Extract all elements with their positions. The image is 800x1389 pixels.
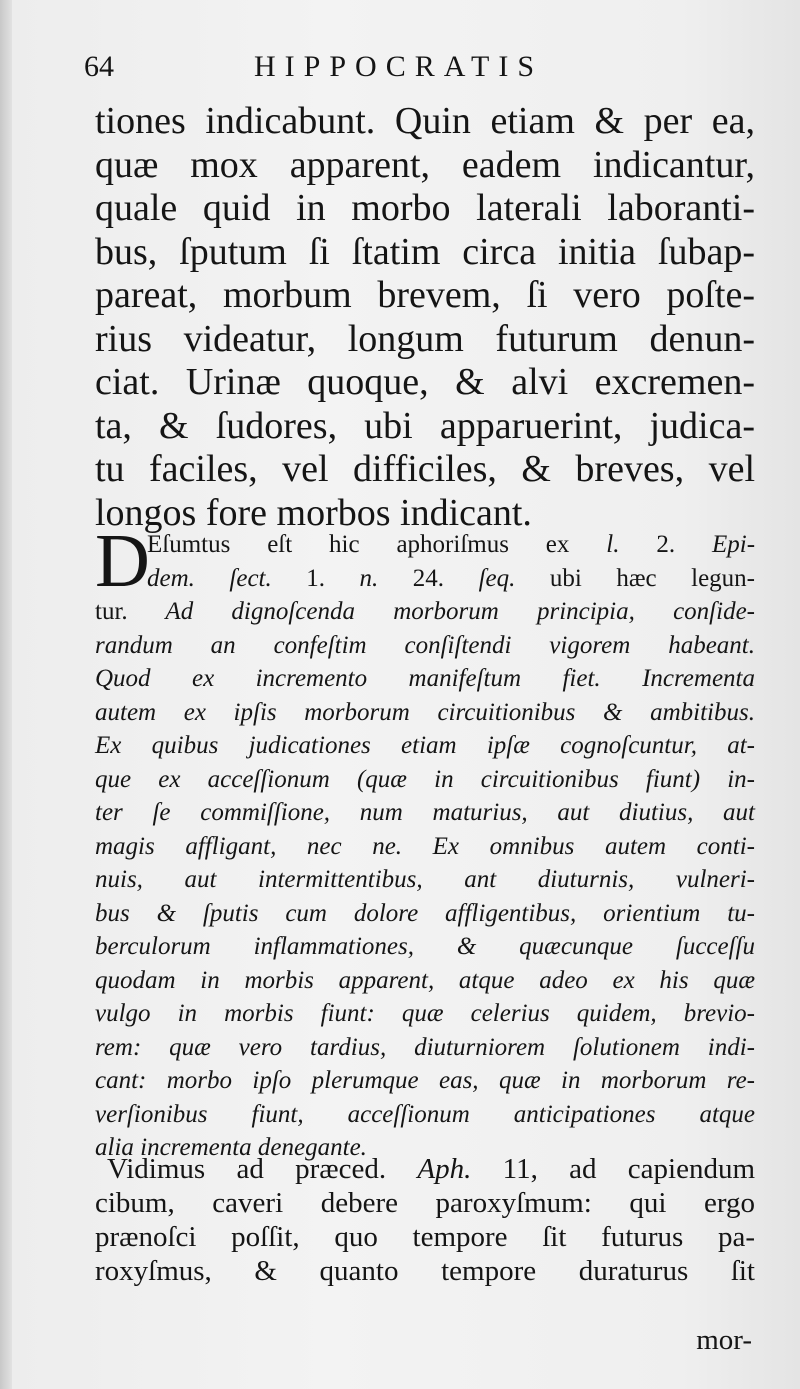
text-line: Eſumtus eſt hic aphoriſmus ex l. 2. Epi- <box>147 531 756 558</box>
text-line: verſionibus fiunt, acceſſionum anticipationes atque <box>95 1100 755 1128</box>
text-line: ter ſe commiſſione, num maturius, aut diutius, aut <box>95 799 755 826</box>
text-line: Quod ex incremento manifeſtum fiet. Incrementa <box>95 665 755 692</box>
text-line: quale quid in morbo laterali laboranti- <box>95 187 755 229</box>
text-line: Vidimus ad præced. Aph. 11, ad capiendum <box>107 1153 756 1185</box>
drop-cap: D <box>95 519 150 603</box>
book-gutter-edge <box>0 0 12 1389</box>
text-line: cant: morbo ipſo plerumque eas, quæ in morborum re- <box>95 1067 755 1094</box>
text-line: tu faciles, vel difficiles, & breves, vel <box>95 448 755 490</box>
text-line: cibum, caveri debere paroxyſmum: qui ergo <box>95 1187 755 1219</box>
text-line: randum an confeſtim conſiſtendi vigorem habeant. <box>95 631 755 659</box>
text-line: ciat. Urinæ quoque, & alvi excremen- <box>95 361 755 403</box>
text-line: alia incrementa denegante. <box>95 1134 367 1161</box>
page-header <box>84 50 754 94</box>
aphorism-text <box>95 100 755 535</box>
text-line: quæ mox apparent, eadem indicantur, <box>95 143 755 186</box>
text-line: roxyſmus, & quanto tempore duraturus ſit <box>95 1255 755 1287</box>
text-line: Ex quibus judicationes etiam ipſæ cognoſcuntur, at- <box>95 732 755 759</box>
text-line: magis affligant, nec ne. Ex omnibus autem conti- <box>95 832 755 860</box>
running-head: HIPPOCRATIS <box>254 50 544 83</box>
closing-text <box>95 1152 755 1288</box>
text-line: tiones indicabunt. Quin etiam & per ea, <box>95 100 755 142</box>
text-line: que ex acceſſionum (quæ in circuitionibus fiunt) in- <box>95 765 755 793</box>
catchword: mor- <box>696 1324 752 1356</box>
commentary-text <box>95 519 756 1165</box>
text-line: vulgo in morbis fiunt: quæ celerius quidem, brevio- <box>95 1000 755 1027</box>
text-line: bus, ſputum ſi ſtatim circa initia ſubap- <box>95 230 755 273</box>
text-line: nuis, aut intermittentibus, ant diuturnis, vulneri- <box>95 866 755 893</box>
text-line: tur. Ad dignoſcenda morborum principia, conſide- <box>95 598 755 625</box>
text-line: bus & ſputis cum dolore affligentibus, orientium tu- <box>95 899 755 927</box>
page-number: 64 <box>84 50 114 83</box>
text-line: berculorum inflammationes, & quæcunque ſucceſſu <box>95 933 755 960</box>
text-line: rius videatur, longum futurum denun- <box>95 317 755 360</box>
text-line: ta, & ſudores, ubi apparuerint, judica- <box>95 404 755 447</box>
text-line: pareat, morbum brevem, ſi vero poſte- <box>95 274 755 316</box>
text-line: rem: quæ vero tardius, diuturniorem ſolutionem indi- <box>95 1033 755 1061</box>
text-line: quodam in morbis apparent, atque adeo ex his quæ <box>95 966 755 994</box>
text-line: autem ex ipſis morborum circuitionibus & ambitibus. <box>95 698 755 726</box>
text-line: dem. ſect. 1. n. 24. ſeq. ubi hæc legun- <box>147 564 755 592</box>
text-line: longos fore morbos indicant. <box>95 491 532 534</box>
text-line: prænoſci poſſit, quo tempore ſit futurus pa- <box>95 1221 755 1253</box>
